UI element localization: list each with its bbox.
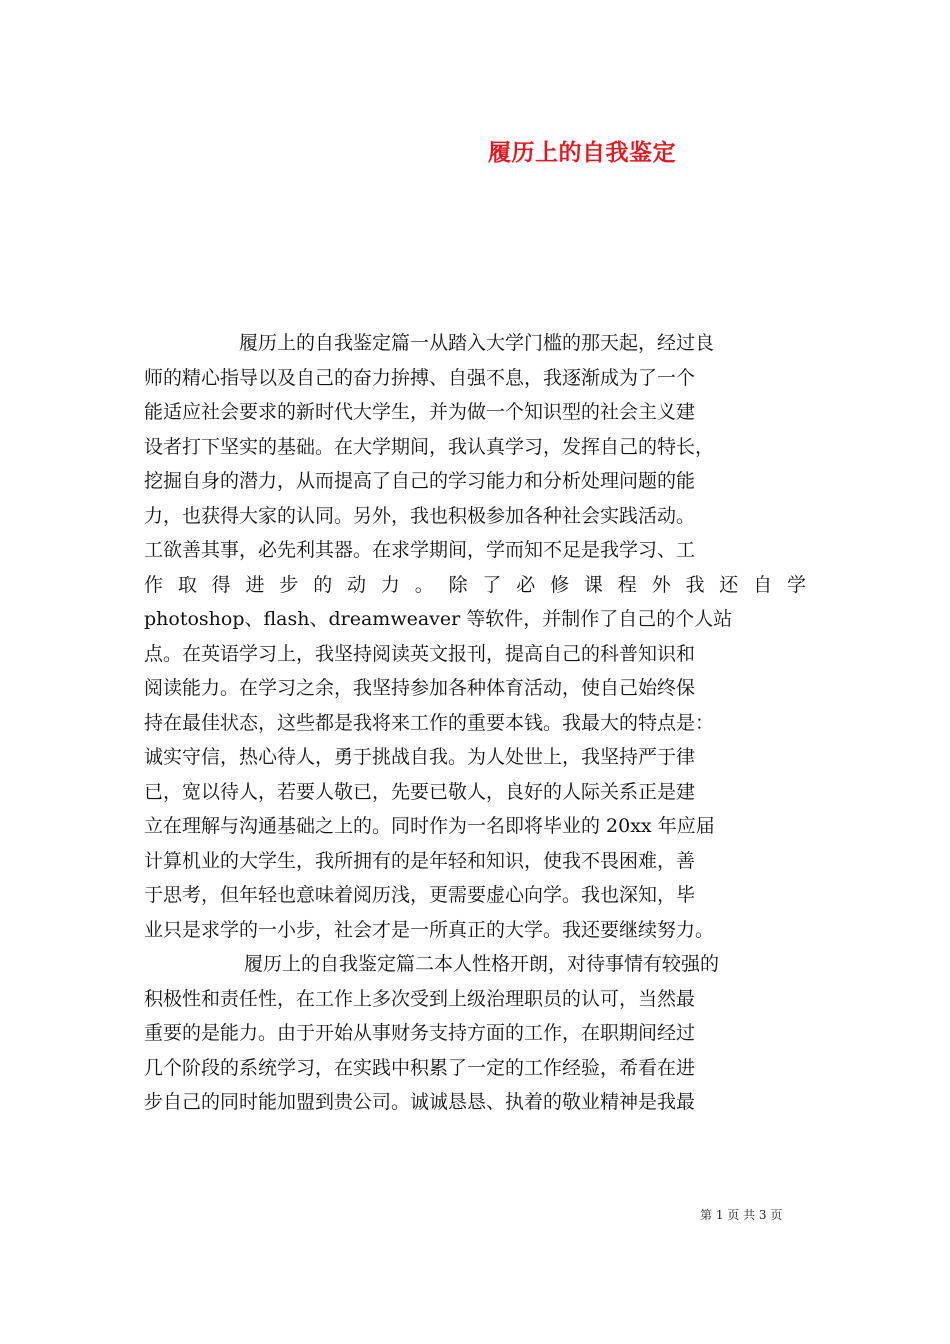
paragraph-line: 计算机业的大学生，我所拥有的是年轻和知识，使我不畏困难，善 xyxy=(144,849,696,872)
paragraph-line: 重要的是能力。由于开始从事财务支持方面的工作，在职期间经过 xyxy=(144,1022,696,1044)
paragraph-line: 积极性和责任性，在工作上多次受到上级治理职员的认可，当然最 xyxy=(144,987,696,1010)
paragraph-line: 几个阶段的系统学习，在实践中积累了一定的工作经验，希看在进 xyxy=(144,1056,696,1079)
paragraph-line: 阅读能力。在学习之余，我坚持参加各种体育活动，使自己始终保 xyxy=(144,677,696,699)
paragraph-line: photoshop、flash、dreamweaver 等软件，并制作了自己的个人站 xyxy=(144,608,733,630)
paragraph-line: 能适应社会要求的新时代大学生，并为做一个知识型的社会主义建 xyxy=(144,401,696,423)
paragraph-line: 点。在英语学习上，我坚持阅读英文报刊，提高自己的科普知识和 xyxy=(144,642,696,665)
paragraph-line: 已，宽以待人，若要人敬已，先要已敬人，良好的人际关系正是建 xyxy=(144,780,696,803)
paragraph-line: 业只是求学的一小步，社会才是一所真正的大学。我还要继续努力。 xyxy=(144,918,715,941)
paragraph-line: 履历上的自我鉴定篇一从踏入大学门槛的那天起，经过良 xyxy=(239,332,715,354)
paragraph-line: 力，也获得大家的认同。另外，我也积极参加各种社会实践活动。 xyxy=(144,504,696,527)
document-title: 履历上的自我鉴定 xyxy=(488,139,676,166)
page-number-footer: 第 1 页 共 3 页 xyxy=(700,1208,783,1222)
paragraph-line: 师的精心指导以及自己的奋力拚搏、自强不息，我逐渐成为了一个 xyxy=(144,366,696,389)
paragraph-line: 履历上的自我鉴定篇二本人性格开朗，对待事情有较强的 xyxy=(244,953,720,975)
paragraph-line: 步自己的同时能加盟到贵公司。诚诚恳恳、执着的敬业精神是我最 xyxy=(144,1091,696,1113)
paragraph-line: 设者打下坚实的基础。在大学期间，我认真学习，发挥自己的特长， xyxy=(144,435,715,458)
paragraph-line: 作取得进步的动力。除了必修课程外我还自学 xyxy=(144,573,806,596)
paragraph-line: 持在最佳状态，这些都是我将来工作的重要本钱。我最大的特点是： xyxy=(144,711,715,734)
paragraph-line: 立在理解与沟通基础之上的。同时作为一名即将毕业的 20xx 年应届 xyxy=(144,815,715,837)
document-body xyxy=(144,326,806,1120)
paragraph-line: 工欲善其事，必先利其器。在求学期间，学而知不足是我学习、工 xyxy=(144,539,696,561)
paragraph-line: 诚实守信，热心待人，勇于挑战自我。为人处世上，我坚持严于律 xyxy=(144,746,696,768)
paragraph-line: 于思考，但年轻也意味着阅历浅，更需要虚心向学。我也深知，毕 xyxy=(144,884,696,906)
paragraph-line: 挖掘自身的潜力，从而提高了自己的学习能力和分析处理问题的能 xyxy=(144,470,696,492)
